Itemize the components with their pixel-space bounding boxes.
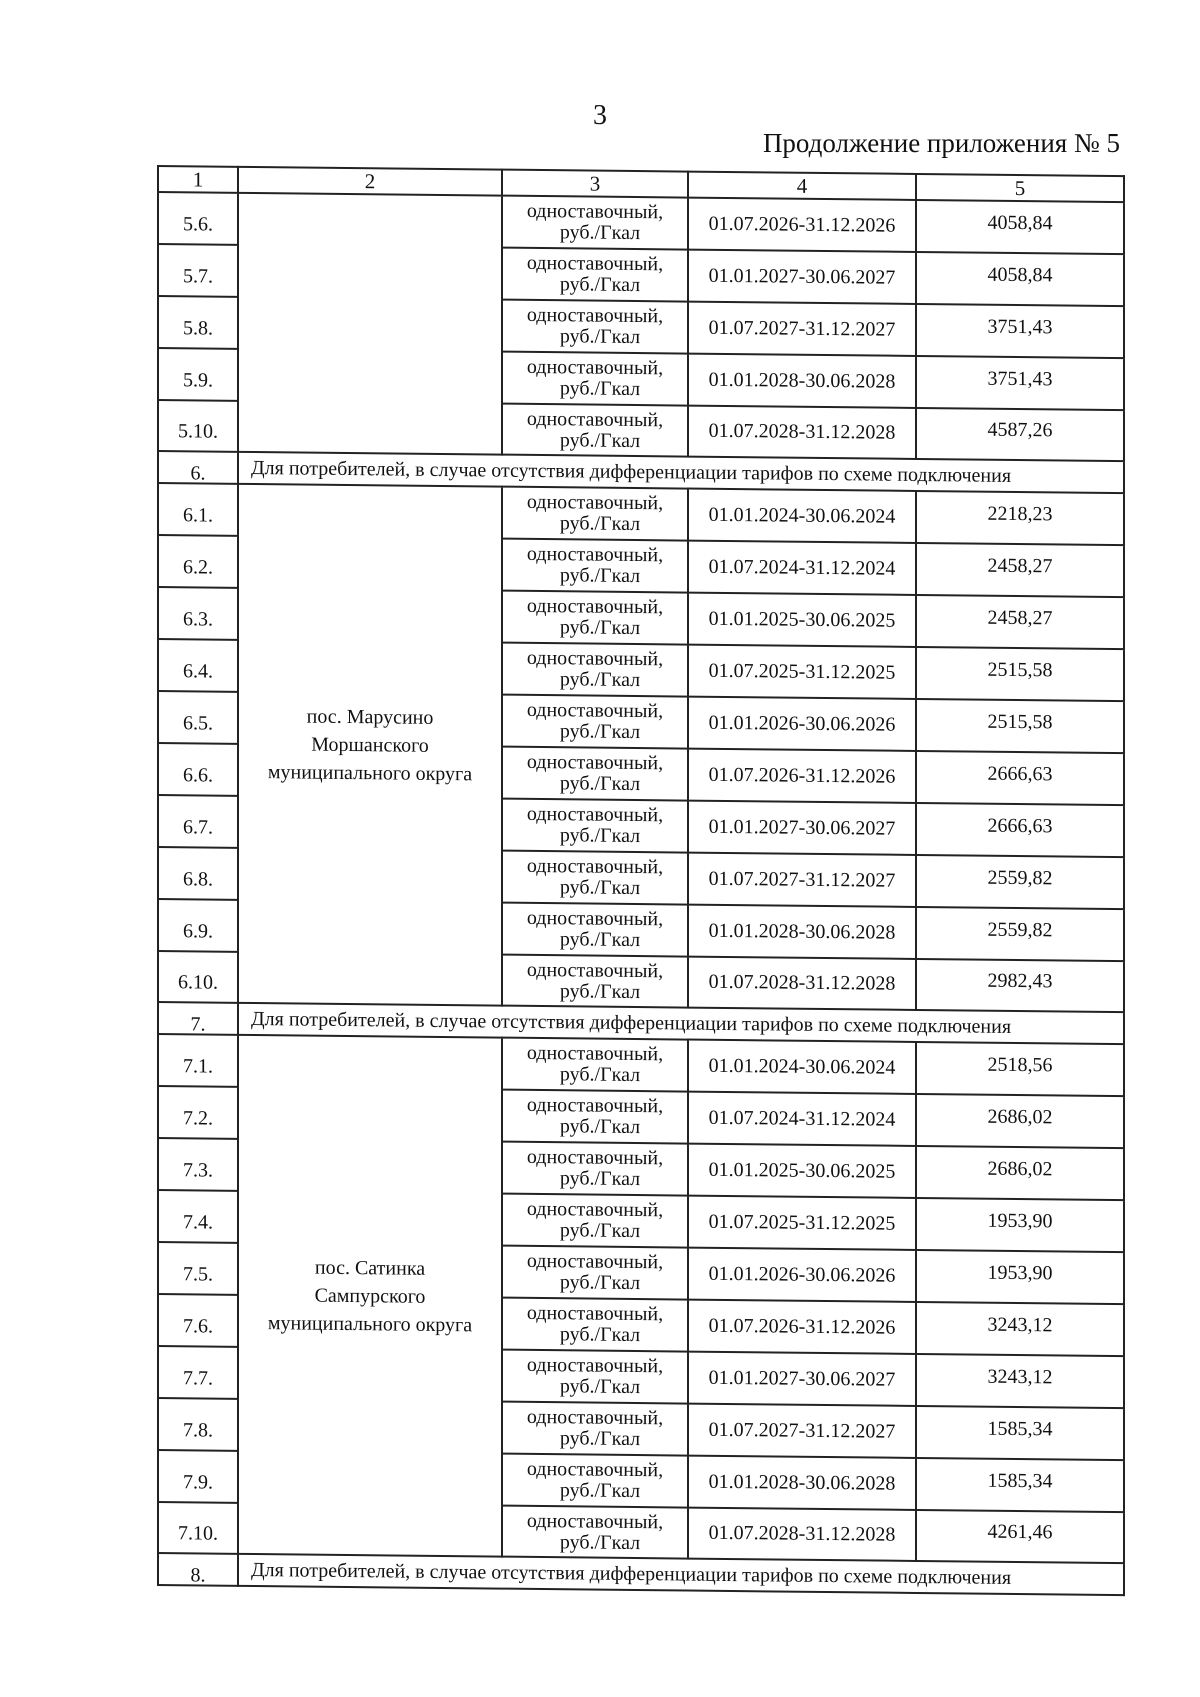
period-cell: 01.07.2026-31.12.2026 [688,749,916,803]
row-number [158,1242,238,1295]
tariff-value-cell [916,751,1124,805]
section-heading: Для потребителей, в случае отсутствия дифференциации тарифов по схеме подключения [238,1554,1124,1595]
row-number-text: 5.10. [178,420,218,443]
row-number [158,1190,238,1243]
tariff-value: 2515,58 [987,658,1053,681]
tariff-type-cell [502,851,688,905]
tariff-value-cell [916,595,1124,649]
tariff-value-cell [916,1354,1124,1408]
row-number [158,1138,238,1191]
tariff-unit-line: руб./Гкал [559,221,641,245]
row-number-text: 7.4. [183,1210,213,1234]
period-cell: 01.07.2025-31.12.2025 [688,645,916,699]
tariff-type-line: одноставочный, [526,906,664,931]
tariff-unit-line: руб./Гкал [559,1167,641,1191]
settlement-line: Моршанского [311,733,429,757]
settlement-cell [238,484,502,1006]
row-number [158,1002,238,1035]
period-cell: 01.07.2028-31.12.2028 [688,957,916,1010]
tariff-value: 2666,63 [987,762,1053,785]
row-number [158,1346,238,1399]
tariff-value: 3243,12 [987,1313,1053,1336]
column-header: 4 [688,172,916,200]
settlement-cell [238,1035,502,1557]
row-number-text: 5.6. [183,212,213,236]
tariff-type-line: одноставочный, [526,199,664,224]
tariff-type-cell [502,1090,688,1144]
tariff-unit-line: руб./Гкал [559,720,641,744]
row-number-text: 7.6. [183,1314,213,1338]
tariff-unit-line: руб./Гкал [559,928,641,952]
tariff-value: 2218,23 [987,502,1053,525]
row-number-text: 7.7. [183,1366,213,1390]
tariff-value: 4058,84 [987,263,1053,286]
row-number-text: 7.5. [183,1262,213,1286]
row-number-text: 7.10. [178,1522,218,1545]
tariff-type-line: одноставочный, [526,1093,664,1118]
tariff-value: 2458,27 [987,606,1053,629]
tariff-value: 2559,82 [987,866,1053,889]
period-cell: 01.01.2025-30.06.2025 [688,593,916,647]
row-number [158,451,238,484]
period-cell: 01.07.2027-31.12.2027 [688,853,916,907]
row-number-text: 6.3. [183,607,213,631]
row-number [158,847,238,900]
row-number [158,400,238,452]
period-cell: 01.01.2028-30.06.2028 [688,905,916,959]
period-cell: 01.07.2027-31.12.2027 [688,302,916,356]
row-number [158,296,238,349]
tariff-value: 4058,84 [987,211,1053,234]
tariff-unit-line: руб./Гкал [559,876,641,900]
tariff-type-cell [502,955,688,1008]
tariff-unit-line: руб./Гкал [559,1271,641,1295]
tariff-value-cell [916,356,1124,410]
tariff-type-line: одноставочный, [526,1041,664,1066]
tariff-type-cell [502,1246,688,1300]
row-number [158,587,238,640]
tariff-value-cell [916,699,1124,753]
settlement-cell [238,193,502,455]
tariff-value: 3751,43 [987,367,1053,390]
tariff-value-cell [916,1094,1124,1148]
row-number-text: 6. [190,461,206,485]
tariff-value: 4261,46 [987,1520,1053,1544]
row-number-text: 6.10. [178,971,218,994]
tariff-unit-line: руб./Гкал [559,428,641,452]
row-number [158,691,238,744]
tariff-unit-line: руб./Гкал [559,772,641,796]
row-number [158,244,238,297]
row-number-text: 6.1. [183,503,213,527]
period-cell: 01.07.2024-31.12.2024 [688,1092,916,1146]
tariff-type-line: одноставочный, [526,251,664,276]
row-number [158,535,238,588]
tariff-unit-line: руб./Гкал [559,1530,641,1554]
row-number-text: 7.8. [183,1418,213,1442]
settlement-line: пос. Марусино [306,705,434,729]
tariff-value-cell [916,543,1124,597]
tariff-value: 2559,82 [987,918,1053,941]
tariff-type-cell [502,196,688,250]
tariff-type-cell [502,1350,688,1404]
tariff-unit-line: руб./Гкал [559,564,641,588]
section-heading: Для потребителей, в случае отсутствия дифференциации тарифов по схеме подключения [238,1003,1124,1044]
column-header: 1 [158,166,238,193]
tariff-type-cell [502,1298,688,1352]
row-number-text: 6.2. [183,555,213,579]
row-number [158,1086,238,1139]
tariff-value: 3751,43 [987,315,1053,338]
period-cell: 01.01.2024-30.06.2024 [688,1040,916,1094]
page-number: 3 [593,100,607,131]
column-header: 5 [916,174,1124,202]
row-number-text: 6.5. [183,711,213,735]
tariff-type-line: одноставочный, [526,407,664,431]
row-number [158,348,238,401]
tariff-value: 1585,34 [987,1469,1053,1492]
tariff-value: 2518,56 [987,1053,1053,1076]
period-cell: 01.01.2027-30.06.2027 [688,801,916,855]
tariff-type-line: одноставочный, [526,854,664,879]
tariff-type-cell [502,404,688,457]
row-number [158,1398,238,1451]
tariff-value-cell [916,1146,1124,1200]
row-number-text: 6.4. [183,659,213,683]
tariff-value-cell [916,1198,1124,1252]
tariff-value-cell [916,252,1124,306]
tariff-value-cell [916,1250,1124,1304]
tariff-type-line: одноставочный, [526,1197,664,1222]
row-number-text: 6.8. [183,867,213,891]
tariff-value: 2686,02 [987,1105,1053,1128]
tariff-value: 2666,63 [987,814,1053,837]
tariff-type-line: одноставочный, [526,802,664,827]
tariff-value-cell [916,803,1124,857]
row-number [158,1553,238,1586]
tariff-type-cell [502,591,688,645]
row-number-text: 6.7. [183,815,213,839]
tariff-value-cell [916,304,1124,358]
section-heading: Для потребителей, в случае отсутствия дифференциации тарифов по схеме подключения [238,452,1124,493]
tariff-unit-line: руб./Гкал [559,1063,641,1087]
row-number-text: 7. [190,1012,206,1036]
tariff-value-cell [916,1302,1124,1356]
row-number-text: 7.1. [183,1054,213,1078]
column-header: 2 [238,167,502,196]
period-cell: 01.01.2026-30.06.2026 [688,697,916,751]
row-number [158,951,238,1003]
row-number-text: 6.9. [183,919,213,943]
tariff-value-cell [916,1458,1124,1512]
tariff-table [157,165,1125,1596]
tariff-unit-line: руб./Гкал [559,325,641,349]
tariff-value: 4587,26 [987,418,1053,442]
period-cell: 01.01.2028-30.06.2028 [688,354,916,408]
period-cell: 01.07.2024-31.12.2024 [688,541,916,595]
tariff-type-line: одноставочный, [526,750,664,775]
tariff-value-cell [916,1406,1124,1460]
tariff-type-cell [502,643,688,697]
row-number [158,743,238,796]
period-cell: 01.07.2027-31.12.2027 [688,1404,916,1458]
tariff-type-line: одноставочный, [526,490,664,515]
row-number-text: 5.8. [183,316,213,340]
tariff-value-cell [916,855,1124,909]
tariff-value: 2982,43 [987,969,1053,993]
row-number [158,1294,238,1347]
tariff-type-cell [502,1142,688,1196]
tariff-type-line: одноставочный, [526,698,664,723]
period-cell: 01.01.2024-30.06.2024 [688,489,916,543]
table-row [158,192,1124,254]
tariff-type-line: одноставочный, [526,594,664,619]
tariff-unit-line: руб./Гкал [559,616,641,640]
tariff-unit-line: руб./Гкал [559,512,641,536]
tariff-value-cell [916,200,1124,254]
tariff-type-line: одноставочный, [526,303,664,328]
row-number [158,795,238,848]
tariff-type-cell [502,1454,688,1508]
tariff-type-cell [502,1506,688,1559]
row-number-text: 8. [190,1563,206,1587]
tariff-type-cell [502,1038,688,1092]
tariff-unit-line: руб./Гкал [559,273,641,297]
tariff-type-cell [502,903,688,957]
column-header: 3 [502,170,688,198]
tariff-unit-line: руб./Гкал [559,979,641,1003]
tariff-value-cell [916,408,1124,461]
tariff-value: 1585,34 [987,1417,1053,1440]
tariff-type-cell [502,1402,688,1456]
period-cell: 01.01.2027-30.06.2027 [688,1352,916,1406]
period-cell: 01.07.2026-31.12.2026 [688,198,916,252]
tariff-value: 3243,12 [987,1365,1053,1388]
tariff-type-line: одноставочный, [526,958,664,982]
tariff-type-cell [502,539,688,593]
tariff-unit-line: руб./Гкал [559,668,641,692]
row-number [158,1450,238,1503]
tariff-unit-line: руб./Гкал [559,1427,641,1451]
row-number [158,639,238,692]
tariff-type-line: одноставочный, [526,1457,664,1482]
tariff-type-line: одноставочный, [526,1509,664,1533]
table-row [158,483,1124,545]
tariff-value-cell [916,491,1124,545]
tariff-unit-line: руб./Гкал [559,377,641,401]
period-cell: 01.01.2025-30.06.2025 [688,1144,916,1198]
tariff-type-cell [502,300,688,354]
settlement-line: Сампурского [314,1284,426,1308]
row-number [158,899,238,952]
row-number-text: 5.7. [183,264,213,288]
row-number [158,1034,238,1087]
tariff-type-cell [502,248,688,302]
tariff-value-cell [916,1042,1124,1096]
period-cell: 01.01.2026-30.06.2026 [688,1248,916,1302]
tariff-value: 2515,58 [987,710,1053,733]
settlement-line: пос. Сатинка [314,1256,426,1280]
period-cell: 01.01.2027-30.06.2027 [688,250,916,304]
tariff-unit-line: руб./Гкал [559,1479,641,1503]
tariff-value: 2458,27 [987,554,1053,577]
row-number [158,483,238,536]
row-number-text: 7.3. [183,1158,213,1182]
period-cell: 01.01.2028-30.06.2028 [688,1456,916,1510]
tariff-type-cell [502,747,688,801]
continuation-title: Продолжение приложения № 5 [762,128,1120,158]
settlement-line: муниципального округа [267,1311,473,1336]
tariff-value-cell [916,1510,1124,1563]
tariff-type-line: одноставочный, [526,1249,664,1274]
tariff-type-cell [502,487,688,541]
tariff-value-cell [916,647,1124,701]
tariff-type-line: одноставочный, [526,1145,664,1170]
tariff-type-line: одноставочный, [526,1353,664,1378]
settlement-line: муниципального округа [267,760,473,785]
period-cell: 01.07.2028-31.12.2028 [688,406,916,459]
row-number [158,1502,238,1554]
tariff-type-line: одноставочный, [526,355,664,380]
tariff-type-cell [502,799,688,853]
row-number [158,192,238,245]
row-number-text: 5.9. [183,368,213,392]
tariff-type-line: одноставочный, [526,1405,664,1430]
tariff-type-cell [502,1194,688,1248]
period-cell: 01.07.2028-31.12.2028 [688,1508,916,1561]
tariff-unit-line: руб./Гкал [559,1115,641,1139]
tariff-type-line: одноставочный, [526,542,664,567]
tariff-unit-line: руб./Гкал [559,1375,641,1399]
tariff-type-line: одноставочный, [526,646,664,671]
tariff-type-line: одноставочный, [526,1301,664,1326]
tariff-unit-line: руб./Гкал [559,824,641,848]
tariff-type-cell [502,352,688,406]
period-cell: 01.07.2025-31.12.2025 [688,1196,916,1250]
tariff-unit-line: руб./Гкал [559,1323,641,1347]
tariff-value: 2686,02 [987,1157,1053,1180]
tariff-unit-line: руб./Гкал [559,1219,641,1243]
row-number-text: 7.9. [183,1470,213,1494]
tariff-value-cell [916,959,1124,1012]
tariff-value: 1953,90 [987,1261,1053,1284]
tariff-type-cell [502,695,688,749]
tariff-value: 1953,90 [987,1209,1053,1232]
row-number-text: 7.2. [183,1106,213,1130]
table-row [158,1034,1124,1096]
period-cell: 01.07.2026-31.12.2026 [688,1300,916,1354]
row-number-text: 6.6. [183,763,213,787]
tariff-value-cell [916,907,1124,961]
